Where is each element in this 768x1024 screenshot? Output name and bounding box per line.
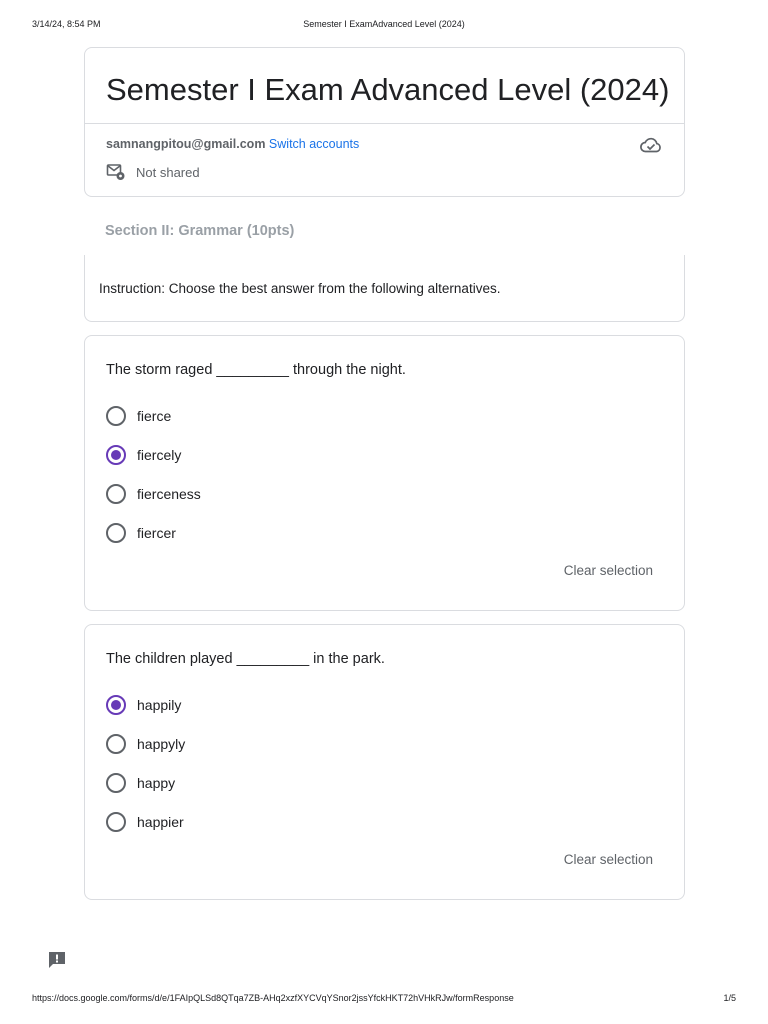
radio-button-selected[interactable] <box>106 445 126 465</box>
question-text: The storm raged _________ through the night. <box>106 362 406 378</box>
question-text: The children played _________ in the park. <box>106 651 385 667</box>
option-label: fierceness <box>137 486 201 502</box>
option-fiercely[interactable] <box>106 445 181 465</box>
form-title: Semester I Exam Advanced Level (2024) <box>106 72 670 107</box>
radio-button[interactable] <box>106 734 126 754</box>
account-row <box>106 137 359 151</box>
option-label: fierce <box>137 408 172 424</box>
instruction-text: Instruction: Choose the best answer from the following alternatives. <box>99 281 501 296</box>
option-label: happier <box>137 814 184 830</box>
section-title: Section II: Grammar (10pts) <box>105 223 295 239</box>
report-feedback-icon[interactable] <box>47 950 67 970</box>
option-fierce[interactable] <box>106 406 171 426</box>
print-page-number: 1/5 <box>723 993 736 1003</box>
radio-button-selected[interactable] <box>106 695 126 715</box>
shared-status-row <box>106 163 200 181</box>
radio-button[interactable] <box>106 812 126 832</box>
print-document-title: Semester I ExamAdvanced Level (2024) <box>303 19 465 29</box>
option-happier[interactable] <box>106 812 184 832</box>
option-label: happily <box>137 697 182 713</box>
option-fiercer[interactable] <box>106 523 176 543</box>
print-url: https://docs.google.com/forms/d/e/1FAIpQLSd8QTqa7ZB-AHq2xzfXYCVqYSnor2jssYfckHKT72hVHkRJw/formResponse <box>32 993 514 1003</box>
option-label: fiercer <box>137 525 176 541</box>
option-label: happy <box>137 775 176 791</box>
radio-button[interactable] <box>106 484 126 504</box>
print-datetime: 3/14/24, 8:54 PM <box>32 19 101 29</box>
clear-selection-button[interactable]: Clear selection <box>563 852 653 867</box>
radio-button[interactable] <box>106 406 126 426</box>
print-header <box>0 19 768 33</box>
question-card-2 <box>84 624 685 900</box>
mail-settings-icon <box>106 163 126 181</box>
option-label: happyly <box>137 736 186 752</box>
switch-accounts-link[interactable]: Switch accounts <box>268 137 360 151</box>
radio-button[interactable] <box>106 773 126 793</box>
cloud-saved-icon[interactable] <box>640 136 662 154</box>
instruction-card <box>84 255 685 322</box>
option-fierceness[interactable] <box>106 484 201 504</box>
option-happyly[interactable] <box>106 734 185 754</box>
radio-button[interactable] <box>106 523 126 543</box>
option-happily[interactable] <box>106 695 181 715</box>
account-email: samnangpitou@gmail.com <box>106 137 266 151</box>
option-label: fiercely <box>137 447 182 463</box>
header-divider <box>85 123 684 124</box>
option-happy[interactable] <box>106 773 175 793</box>
print-footer <box>0 993 768 1007</box>
form-header-card <box>84 47 685 197</box>
question-card-1 <box>84 335 685 611</box>
clear-selection-button[interactable]: Clear selection <box>563 563 653 578</box>
shared-status-text: Not shared <box>136 164 200 180</box>
